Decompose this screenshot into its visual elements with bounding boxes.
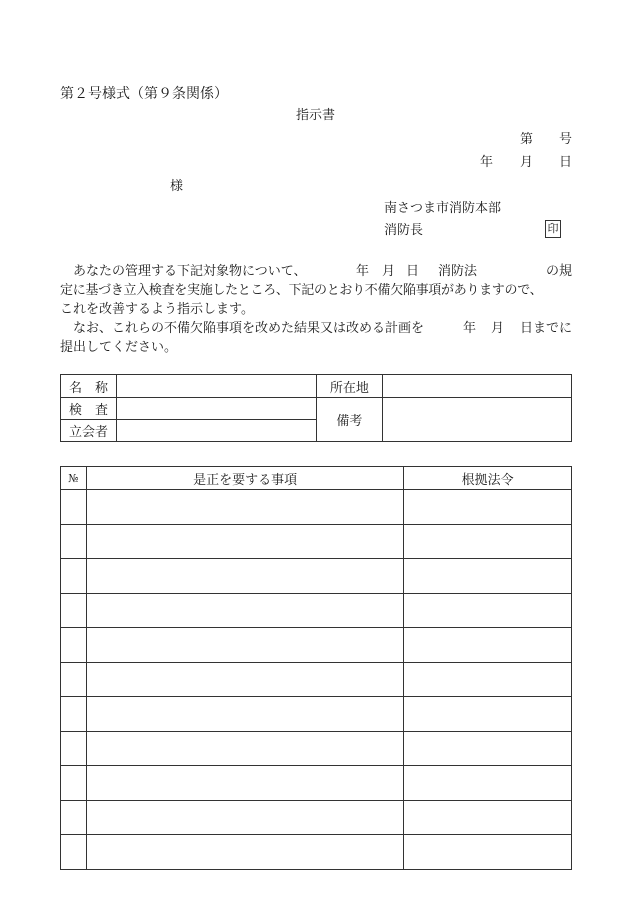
body-line-1-month: 月 xyxy=(382,264,396,279)
instruction-body xyxy=(60,262,580,357)
issuer-position: 消防長 xyxy=(384,223,424,238)
doc-number-suffix: 号 xyxy=(559,132,573,147)
law-cell[interactable] xyxy=(404,835,572,870)
body-line-1-text: あなたの管理する下記対象物について、 xyxy=(73,264,307,279)
table-row xyxy=(61,490,572,525)
header-law: 根拠法令 xyxy=(404,467,572,490)
law-cell[interactable] xyxy=(404,662,572,697)
row-number-cell[interactable] xyxy=(61,800,87,835)
items-body xyxy=(61,490,572,870)
date-day: 日 xyxy=(559,155,573,170)
item-cell[interactable] xyxy=(86,662,403,697)
location-field[interactable] xyxy=(383,375,572,398)
header-item: 是正を要する事項 xyxy=(86,467,403,490)
table-row xyxy=(61,766,572,801)
row-number-cell[interactable] xyxy=(61,662,87,697)
row-number-cell[interactable] xyxy=(61,835,87,870)
law-cell[interactable] xyxy=(404,559,572,594)
law-cell[interactable] xyxy=(404,628,572,663)
deficiency-items-table xyxy=(60,466,572,870)
body-line-2: 定に基づき立入検査を実施したところ、下記のとおり不備欠陥事項がありますので、 xyxy=(60,283,543,298)
issuer-organization: 南さつま市消防本部 xyxy=(384,201,502,216)
addressee-suffix: 様 xyxy=(170,179,184,194)
inspection-field-1[interactable] xyxy=(116,398,316,420)
table-row xyxy=(61,524,572,559)
table-row xyxy=(61,800,572,835)
item-cell[interactable] xyxy=(86,490,403,525)
seal-mark: 印 xyxy=(545,220,561,238)
table-row xyxy=(61,697,572,732)
body-line-3: これを改善するよう指示します。 xyxy=(60,302,254,317)
name-label: 名 称 xyxy=(61,375,117,398)
item-cell[interactable] xyxy=(86,559,403,594)
name-field[interactable] xyxy=(116,375,316,398)
doc-number-prefix: 第 xyxy=(520,132,534,147)
body-line-1-law: 消防法 xyxy=(438,264,478,279)
law-cell[interactable] xyxy=(404,697,572,732)
item-cell[interactable] xyxy=(86,628,403,663)
remarks-field[interactable] xyxy=(383,398,572,442)
law-cell[interactable] xyxy=(404,731,572,766)
row-number-cell[interactable] xyxy=(61,524,87,559)
body-line-5: 提出してください。 xyxy=(60,340,178,355)
date-month: 月 xyxy=(520,155,534,170)
item-cell[interactable] xyxy=(86,697,403,732)
row-number-cell[interactable] xyxy=(61,593,87,628)
body-line-4-text: なお、これらの不備欠陥事項を改めた結果又は改める計画を xyxy=(73,321,425,336)
location-label: 所在地 xyxy=(316,375,383,398)
body-line-4-year: 年 xyxy=(463,321,477,336)
body-line-1-year: 年 xyxy=(356,264,370,279)
witness-label: 立会者 xyxy=(61,420,117,442)
row-number-cell[interactable] xyxy=(61,731,87,766)
law-cell[interactable] xyxy=(404,800,572,835)
body-line-1-tail: の規 xyxy=(546,264,573,279)
table-row xyxy=(61,593,572,628)
row-number-cell[interactable] xyxy=(61,697,87,732)
header-no: № xyxy=(61,467,87,490)
body-line-4-month: 月 xyxy=(491,321,505,336)
table-row xyxy=(61,835,572,870)
law-cell[interactable] xyxy=(404,593,572,628)
date-year: 年 xyxy=(480,155,494,170)
table-row xyxy=(61,662,572,697)
form-number: 第２号様式（第９条関係） xyxy=(60,86,228,102)
law-cell[interactable] xyxy=(404,766,572,801)
item-cell[interactable] xyxy=(86,731,403,766)
body-line-4 xyxy=(60,319,580,338)
item-cell[interactable] xyxy=(86,835,403,870)
table-row xyxy=(61,559,572,594)
law-cell[interactable] xyxy=(404,524,572,559)
item-cell[interactable] xyxy=(86,524,403,559)
row-number-cell[interactable] xyxy=(61,559,87,594)
target-info-table xyxy=(60,374,572,442)
body-line-1-day: 日 xyxy=(406,264,420,279)
inspection-field-2[interactable] xyxy=(116,420,316,442)
table-row xyxy=(61,628,572,663)
inspection-label: 検 査 xyxy=(61,398,117,420)
body-line-4-tail: 日までに xyxy=(520,321,573,336)
remarks-label: 備考 xyxy=(316,398,383,442)
body-line-1 xyxy=(60,262,580,281)
item-cell[interactable] xyxy=(86,593,403,628)
document-title: 指示書 xyxy=(296,108,336,123)
row-number-cell[interactable] xyxy=(61,490,87,525)
table-row xyxy=(61,731,572,766)
row-number-cell[interactable] xyxy=(61,628,87,663)
row-number-cell[interactable] xyxy=(61,766,87,801)
item-cell[interactable] xyxy=(86,800,403,835)
law-cell[interactable] xyxy=(404,490,572,525)
item-cell[interactable] xyxy=(86,766,403,801)
